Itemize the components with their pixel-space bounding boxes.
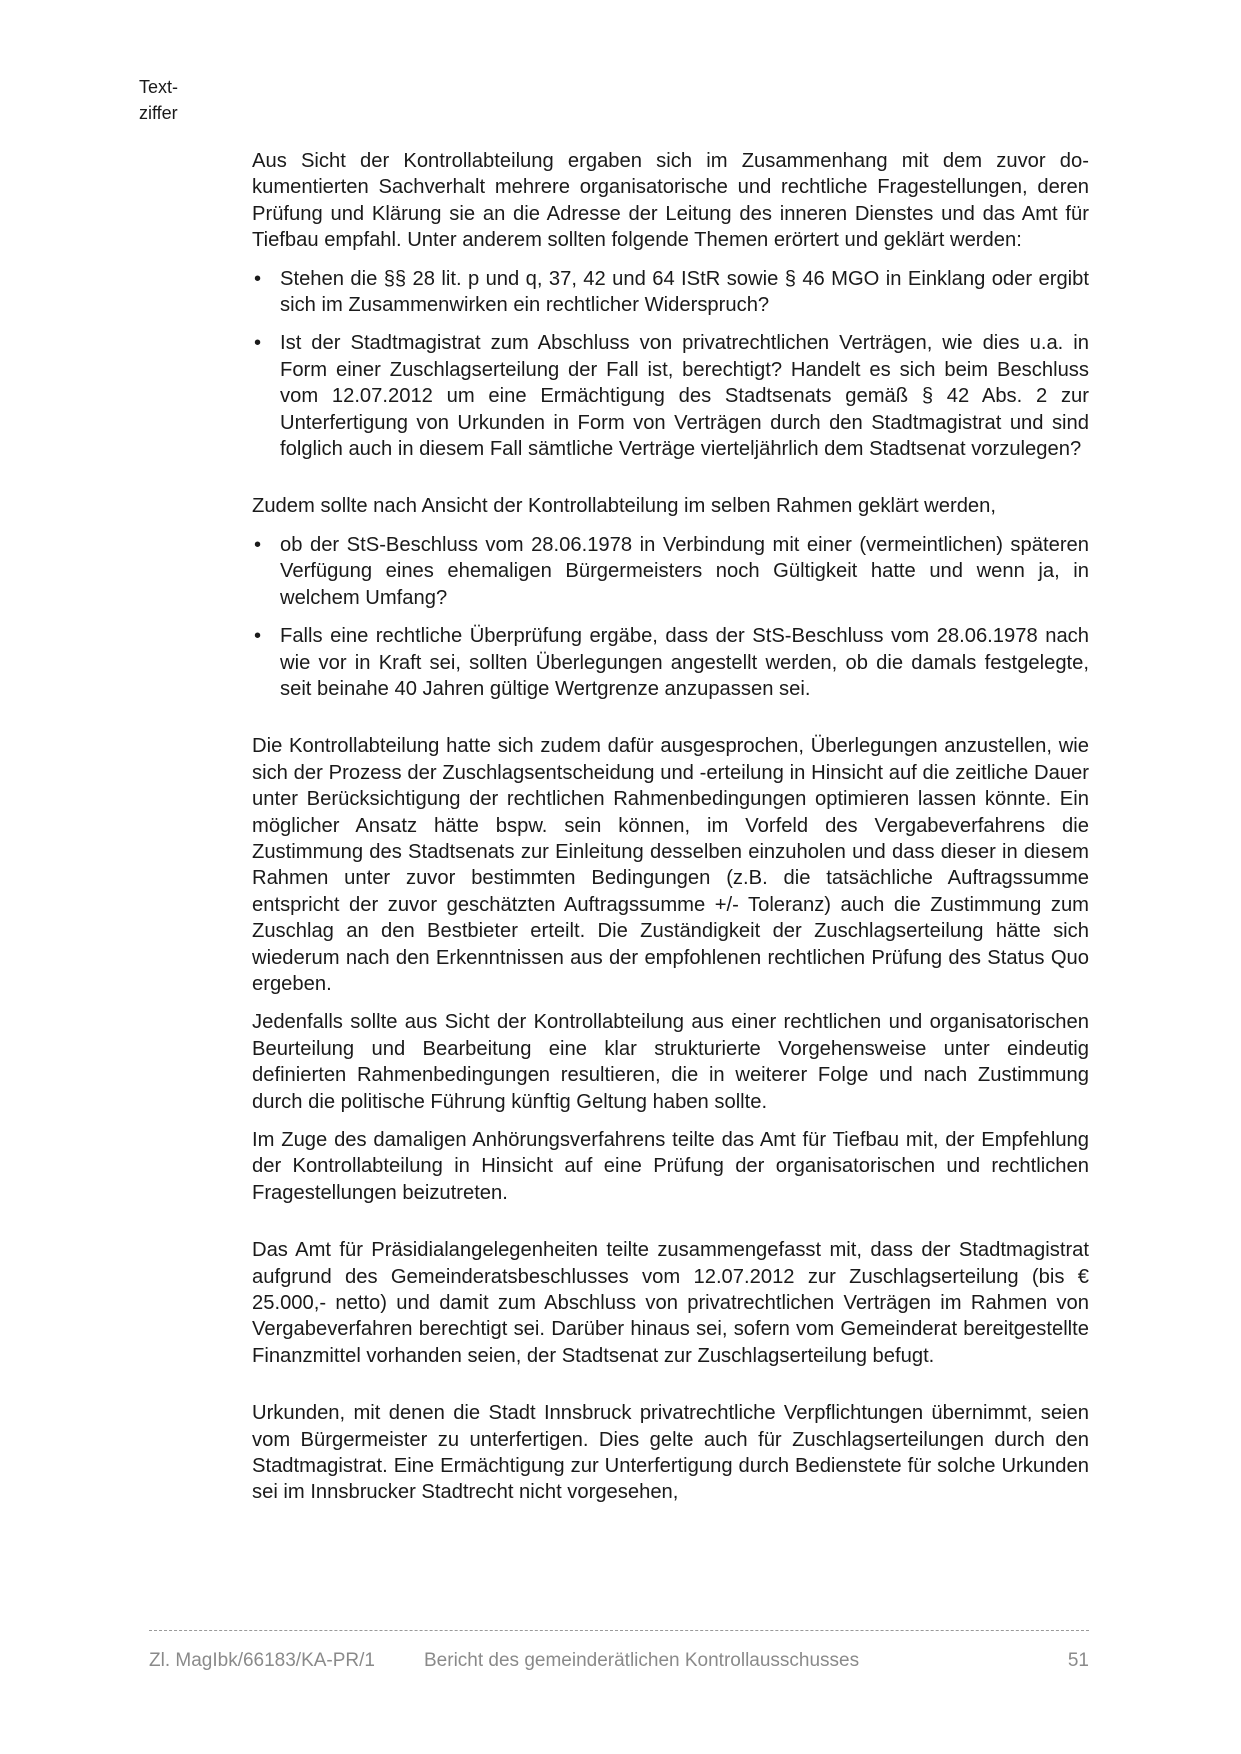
footer-title: Bericht des gemeinderätlichen Kontrollausschusses [424, 1650, 860, 1671]
page-number: 51 [1067, 1650, 1089, 1671]
paragraph-6: Das Amt für Präsidialangelegenheiten teilte zusammengefasst mit, dass der Stadtmagistrat aufgrund des Gemeinderatsbeschlusses vom 12.07.2012 zur Zuschlagserteilung (bis € 25.000,- netto) und damit zum Abschluss von privatrechtlichen Verträgen im Rahmen von Vergabeverfahren berechtigt sei. Darüber hinaus sei, sofern vom Gemeinderat bereitgestellte Finanzmittel vorhanden seien, der Stadtsenat zur Zuschlagserteilung befugt. [252, 1239, 1089, 1367]
bullet-item: • ob der StS-Beschluss vom 28.06.1978 in Verbindung mit einer (vermeintlichen) späteren Verfügung eines ehemaligen Bürgermeisters noch Gültigkeit hatte und wenn ja, in welchem Umfang? [252, 532, 1089, 611]
body-text [252, 148, 1089, 1506]
paragraph-2: Zudem sollte nach Ansicht der Kontrollabteilung im selben Rahmen geklärt werden, [252, 495, 996, 518]
bullet-item: • Stehen die §§ 28 lit. p und q, 37, 42 und 64 IStR sowie § 46 MGO in Einklang oder ergibt sich im Zusammenwirken ein rechtlicher Widerspruch? [252, 266, 1089, 319]
margin-label-line-1: Text- [139, 77, 179, 97]
paragraph-7: Urkunden, mit denen die Stadt Innsbruck privatrechtliche Verpflichtungen übernimmt, seien vom Bürgermeister zu unterfertigen. Dies gelte auch für Zuschlagserteilungen durch den Stadtmagistrat. Eine Ermächtigung zur Unterfertigung durch Bedienstete für solche Urkunden sei im Innsbrucker Stadtrecht nicht vorgesehen, [252, 1402, 1089, 1504]
footer-divider [149, 1630, 1089, 1631]
margin-label-line-2: ziffer [139, 103, 178, 123]
paragraph-1: Aus Sicht der Kontrollabteilung ergaben sich im Zusammenhang mit dem zuvor dokumentierten Sachverhalt mehrere organisatorische und rechtliche Fragestellungen, deren Prüfung und Klärung sie an die Adresse der Leitung des inneren Dienstes und das Amt für Tiefbau empfahl. Unter anderem sollten folgende Themen erörtert und geklärt werden: [252, 150, 1089, 252]
paragraph-5: Im Zuge des damaligen Anhörungsverfahrens teilte das Amt für Tiefbau mit, der Empfehlung der Kontrollabteilung in Hinsicht auf eine Prüfung der organisatorischen und rechtlichen Fragestellungen beizutreten. [252, 1129, 1089, 1204]
paragraph-4: Jedenfalls sollte aus Sicht der Kontrollabteilung aus einer rechtlichen und organisatorischen Beurteilung und Bearbeitung eine klar strukturierte Vorgehensweise unter eindeutig definierten Rahmenbedingungen resultieren, die in weiterer Folge und nach Zustimmung durch die politische Führung künftig Geltung haben sollte. [252, 1011, 1089, 1113]
margin-label [139, 74, 178, 126]
bullet-item: • Ist der Stadtmagistrat zum Abschluss von privatrechtlichen Verträgen, wie dies u.a. in Form einer Zuschlagserteilung der Fall ist, berechtigt? Handelt es sich beim Beschluss vom 12.07.2012 um eine Ermächtigung des Stadtsenats gemäß § 42 Abs. 2 zur Unterfertigung von Urkunden in Form von Verträgen durch den Stadtmagistrat und sind folglich auch in diesem Fall sämtliche Verträge vierteljährlich dem Stadtsenat vorzulegen? [252, 330, 1089, 462]
bullet-list-1 [252, 266, 1089, 463]
bullet-item: • Falls eine rechtliche Überprüfung ergäbe, dass der StS-Beschluss vom 28.06.1978 nach wie vor in Kraft sei, sollten Überlegungen angestellt werden, ob die damals festgelegte, seit beinahe 40 Jahren gültige Wertgrenze anzupassen sei. [252, 623, 1089, 702]
bullet-list-2 [252, 532, 1089, 702]
paragraph-3: Die Kontrollabteilung hatte sich zudem dafür ausgesprochen, Überlegungen anzustellen, wie sich der Prozess der Zuschlagsentscheidung und -erteilung in Hinsicht auf die zeitliche Dauer unter Berücksichtigung der rechtlichen Rahmenbedingungen optimieren lassen könnte. Ein möglicher Ansatz hätte bspw. sein können, im Vorfeld des Vergabeverfahrens die Zustimmung des Stadtsenats zur Einleitung desselben einzuholen und dass dieser in diesem Rahmen unter zuvor bestimmten Bedingungen (z.B. die tatsächliche Auftragssumme entspricht der zuvor geschätzten Auftragssumme +/- Toleranz) auch die Zustimmung zum Zuschlag an den Bestbieter erteilt. Die Zuständigkeit der Zuschlagserteilung hätte sich wiederum nach den Erkenntnissen aus der empfohlenen rechtlichen Prüfung des Status Quo ergeben. [252, 735, 1089, 995]
footer-reference: Zl. MagIbk/66183/KA-PR/1 [149, 1650, 375, 1671]
